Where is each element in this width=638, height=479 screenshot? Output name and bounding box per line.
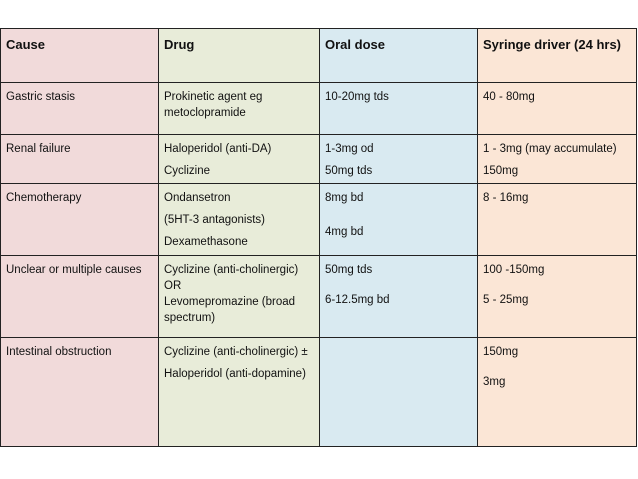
syringe-dose-cell bbox=[478, 83, 637, 135]
drug-text: (5HT-3 antagonists) bbox=[164, 214, 265, 226]
syringe-dose-cell bbox=[478, 338, 637, 447]
oral-dose-text: 1-3mg od bbox=[325, 143, 374, 155]
syringe-dose-cell bbox=[478, 135, 637, 184]
table-row bbox=[1, 135, 637, 184]
drug-text: Prokinetic agent eg metoclopramide bbox=[164, 91, 263, 119]
syringe-dose-cell bbox=[478, 184, 637, 256]
drug-text: Dexamethasone bbox=[164, 236, 248, 248]
oral-dose-text: 50mg tds bbox=[325, 165, 373, 177]
oral-dose-text: 6-12.5mg bd bbox=[325, 294, 390, 306]
drug-cell bbox=[159, 135, 320, 184]
oral-dose-cell bbox=[320, 338, 478, 447]
drug-text: Cyclizine (anti-cholinergic) ± bbox=[164, 346, 308, 358]
oral-dose-cell bbox=[320, 135, 478, 184]
syringe-dose-text: 150mg bbox=[483, 165, 519, 177]
syringe-dose-text: 8 - 16mg bbox=[483, 192, 529, 204]
cause-cell: Renal failure bbox=[1, 135, 159, 184]
drug-cell bbox=[159, 83, 320, 135]
drug-cell bbox=[159, 184, 320, 256]
drug-text: Haloperidol (anti-DA) bbox=[164, 143, 272, 155]
cause-cell: Chemotherapy bbox=[1, 184, 159, 256]
header-syringe-driver: Syringe driver (24 hrs) bbox=[478, 29, 637, 83]
drug-cell bbox=[159, 256, 320, 338]
antiemetic-table bbox=[0, 28, 637, 447]
syringe-dose-text: 150mg bbox=[483, 346, 519, 358]
oral-dose-text: 10-20mg tds bbox=[325, 91, 389, 103]
header-row bbox=[1, 29, 637, 83]
syringe-dose-text: 40 - 80mg bbox=[483, 91, 535, 103]
header-cause: Cause bbox=[1, 29, 159, 83]
oral-dose-cell bbox=[320, 184, 478, 256]
drug-text: Cyclizine bbox=[164, 165, 211, 177]
syringe-dose-text: 1 - 3mg (may accumulate) bbox=[483, 143, 617, 155]
header-oral-dose: Oral dose bbox=[320, 29, 478, 83]
table-row bbox=[1, 256, 637, 338]
syringe-dose-text: 5 - 25mg bbox=[483, 294, 529, 306]
drug-text: Cyclizine (anti-cholinergic) OR bbox=[164, 264, 299, 292]
syringe-dose-text: 3mg bbox=[483, 376, 506, 388]
oral-dose-text: 4mg bd bbox=[325, 226, 364, 238]
table-row bbox=[1, 83, 637, 135]
drug-cell bbox=[159, 338, 320, 447]
drug-text: Haloperidol (anti-dopamine) bbox=[164, 368, 306, 380]
syringe-dose-cell bbox=[478, 256, 637, 338]
cause-cell: Intestinal obstruction bbox=[1, 338, 159, 447]
oral-dose-text: 8mg bd bbox=[325, 192, 364, 204]
oral-dose-cell bbox=[320, 256, 478, 338]
cause-cell: Unclear or multiple causes bbox=[1, 256, 159, 338]
drug-text: Levomepromazine (broad spectrum) bbox=[164, 296, 296, 324]
cause-cell: Gastric stasis bbox=[1, 83, 159, 135]
drug-text: Ondansetron bbox=[164, 192, 231, 204]
header-drug: Drug bbox=[159, 29, 320, 83]
oral-dose-cell bbox=[320, 83, 478, 135]
syringe-dose-text: 100 -150mg bbox=[483, 264, 545, 276]
oral-dose-text: 50mg tds bbox=[325, 264, 373, 276]
table-row bbox=[1, 184, 637, 256]
table-row bbox=[1, 338, 637, 447]
